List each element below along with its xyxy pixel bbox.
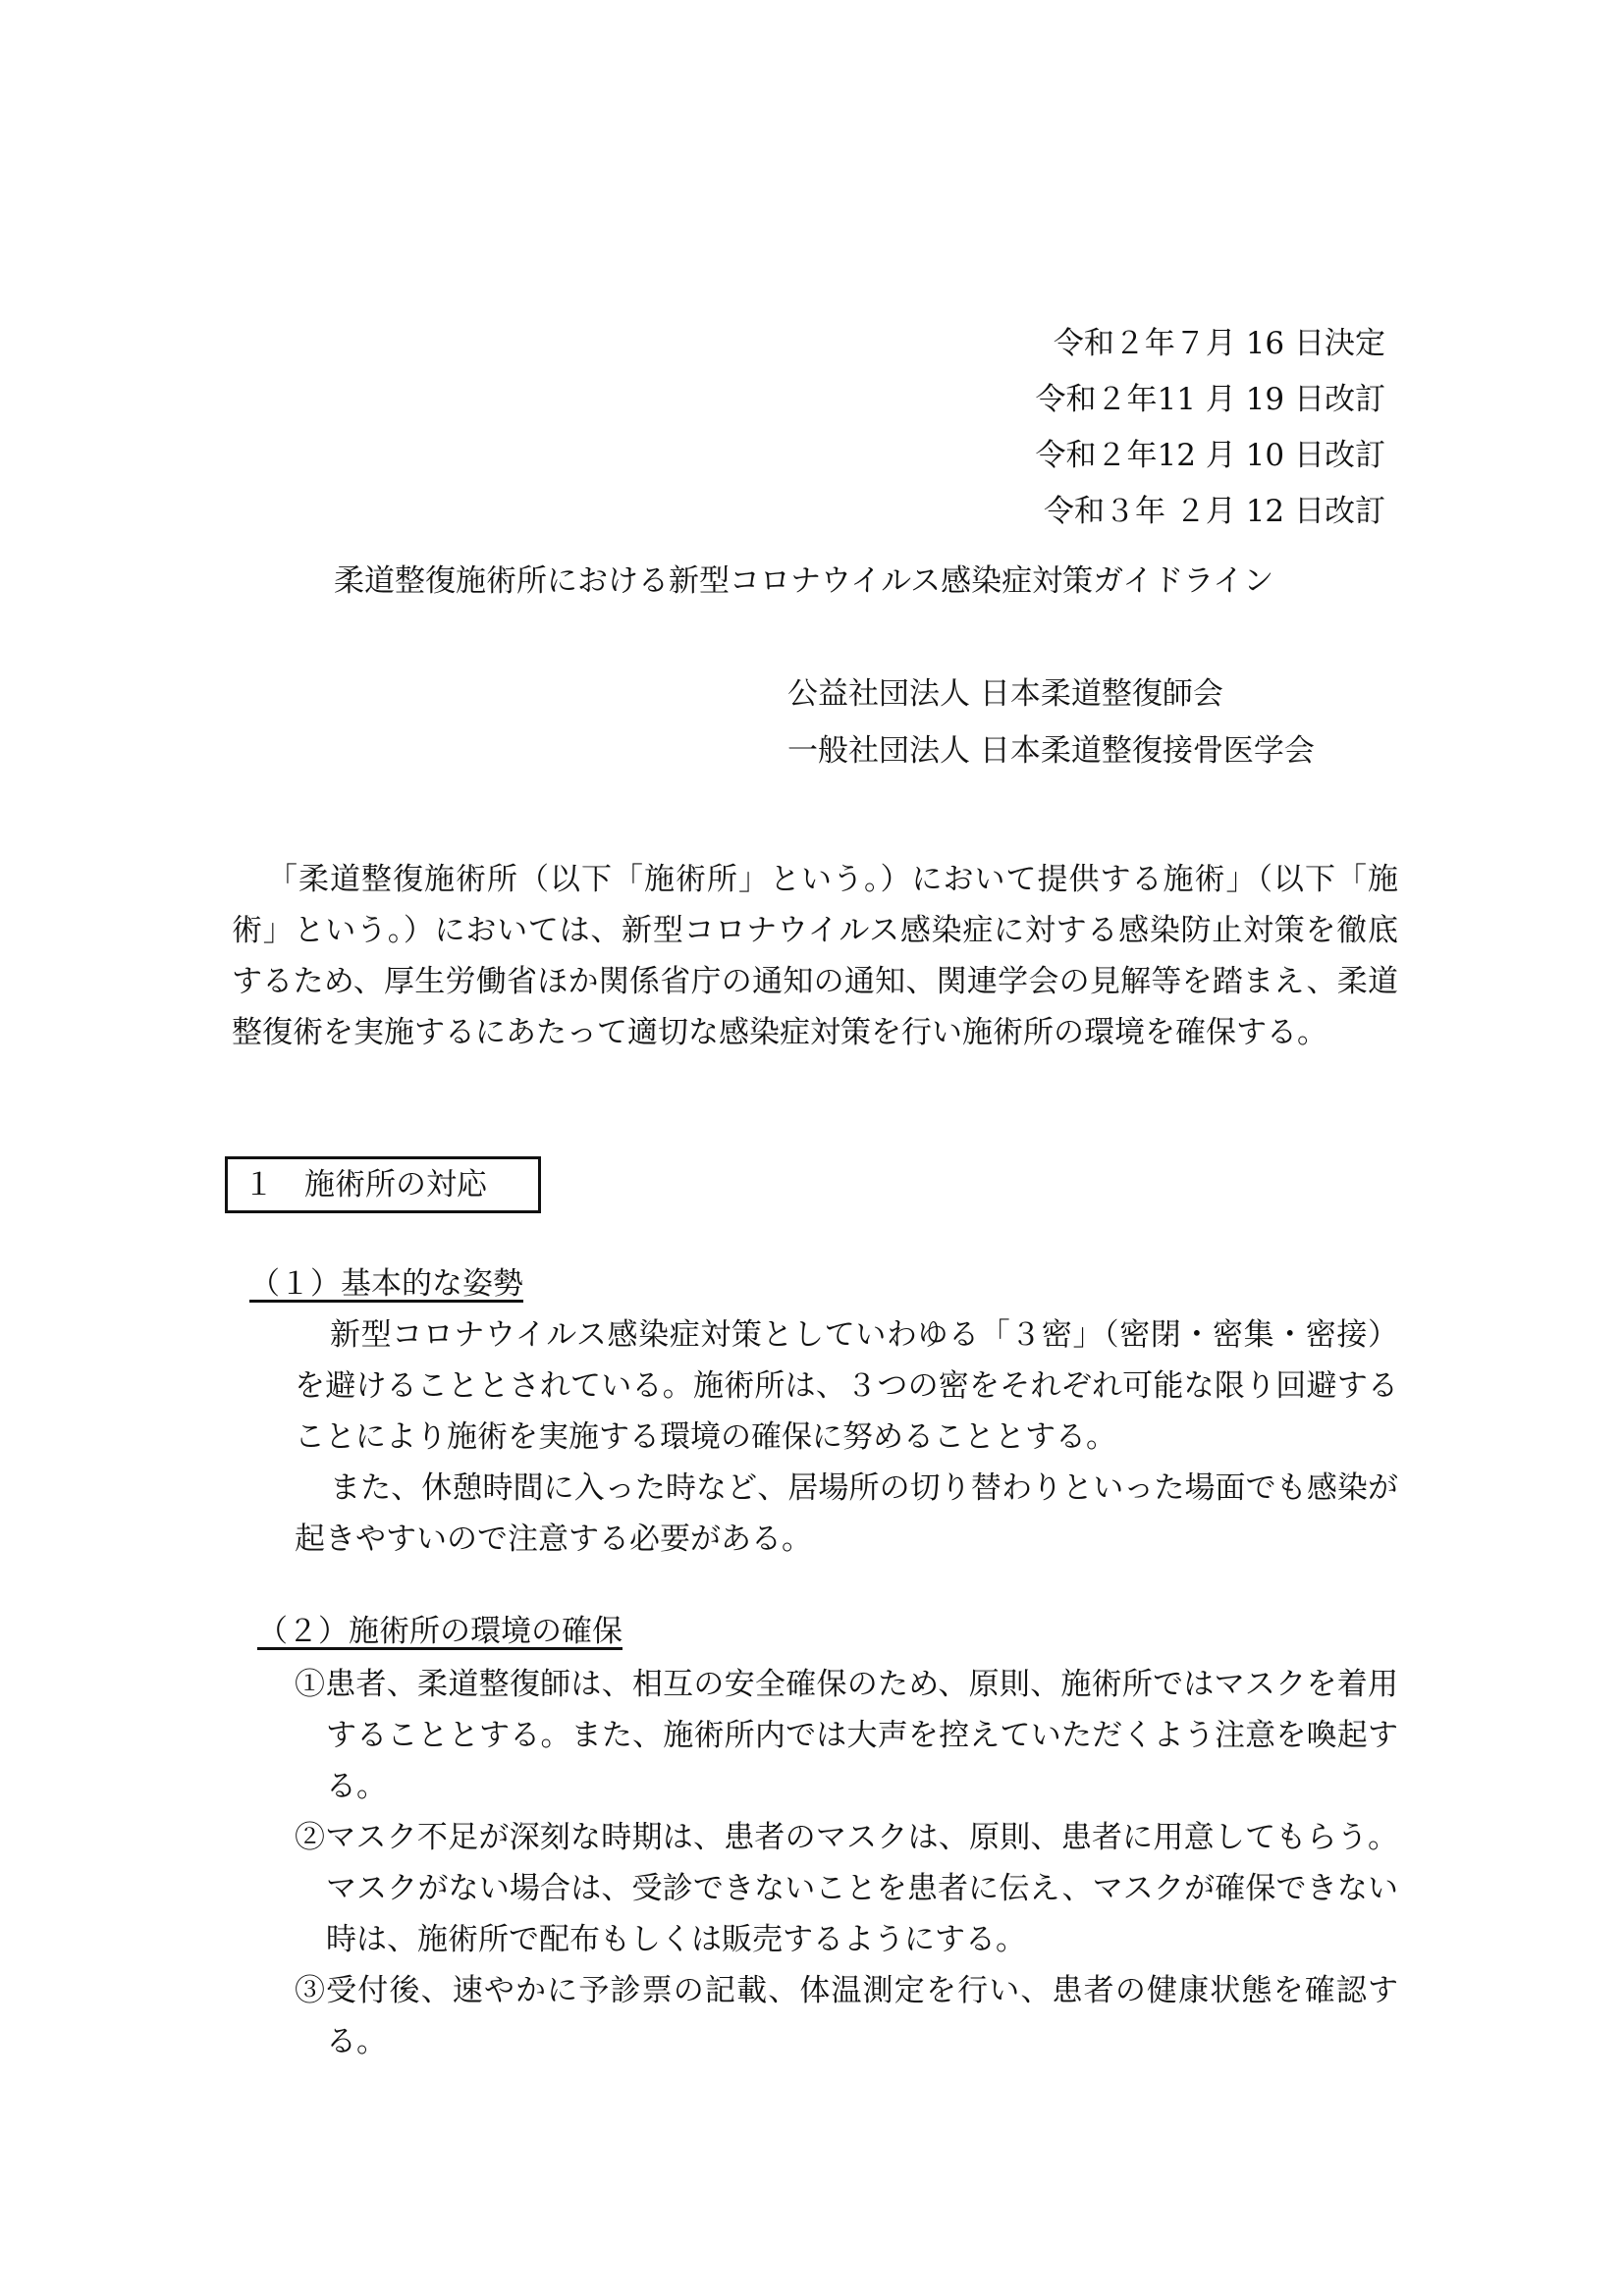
numbered-list — [295, 1659, 1398, 2067]
document-title: 柔道整復施術所における新型コロナウイルス感染症対策ガイドライン — [334, 563, 1274, 599]
revision-date: 令和２年７月 16 日決定 — [1053, 326, 1385, 361]
item-number: ② — [295, 1820, 326, 1855]
body-paragraph: 新型コロナウイルス感染症対策としていわゆる「３密」（密閉・密集・密接）を避けることとされている。施術所は、３つの密をそれぞれ可能な限り回避することにより施術を実施する環境の確保に努めることとする。 — [295, 1317, 1398, 1455]
list-item — [295, 1965, 1398, 2067]
body-paragraph: また、休憩時間に入った時など、居場所の切り替わりといった場面でも感染が起きやすいので注意する必要がある。 — [295, 1470, 1398, 1557]
item-number: ③ — [295, 1973, 327, 2008]
list-item — [295, 1659, 1398, 1812]
section-heading-box: １ 施術所の対応 — [225, 1156, 541, 1213]
item-text: 患者、柔道整復師は、相互の安全確保のため、原則、施術所ではマスクを着用することとする。また、施術所内では大声を控えていただくよう注意を喚起する。 — [325, 1667, 1398, 1804]
revision-date: 令和２年12 月 10 日改訂 — [1035, 438, 1385, 473]
revision-dates — [1036, 316, 1385, 540]
organization-name: 公益社団法人 日本柔道整復師会 — [787, 676, 1223, 712]
item-text: マスク不足が深刻な時期は、患者のマスクは、原則、患者に用意してもらう。マスクがない場合は、受診できないことを患者に伝え、マスクが確保できない時は、施術所で配布もしくは販売するようにする。 — [325, 1820, 1399, 1957]
subsection-heading-basic-stance: （１）基本的な姿勢 — [249, 1266, 523, 1302]
intro-paragraph: 「柔道整復施術所（以下「施術所」という。）において提供する施術」（以下「施術」という。）においては、新型コロナウイルス感染症に対する感染防止対策を徹底するため、厚生労働省ほか関係省庁の通知の通知、関連学会の見解等を踏まえ、柔道整復術を実施するにあたって適切な感染症対策を行い施術所の環境を確保する。 — [232, 862, 1398, 1050]
list-item — [295, 1812, 1398, 1965]
revision-date: 令和２年11 月 19 日改訂 — [1035, 382, 1385, 417]
revision-date: 令和３年 ２月 12 日改訂 — [1043, 494, 1385, 529]
item-text: 受付後、速やかに予診票の記載、体温測定を行い、患者の健康状態を確認する。 — [326, 1973, 1399, 2059]
subsection-heading-environment: （２）施術所の環境の確保 — [257, 1614, 623, 1649]
organization-name: 一般社団法人 日本柔道整復接骨医学会 — [787, 733, 1315, 769]
item-number: ① — [295, 1667, 326, 1702]
organization-list — [787, 666, 1315, 779]
